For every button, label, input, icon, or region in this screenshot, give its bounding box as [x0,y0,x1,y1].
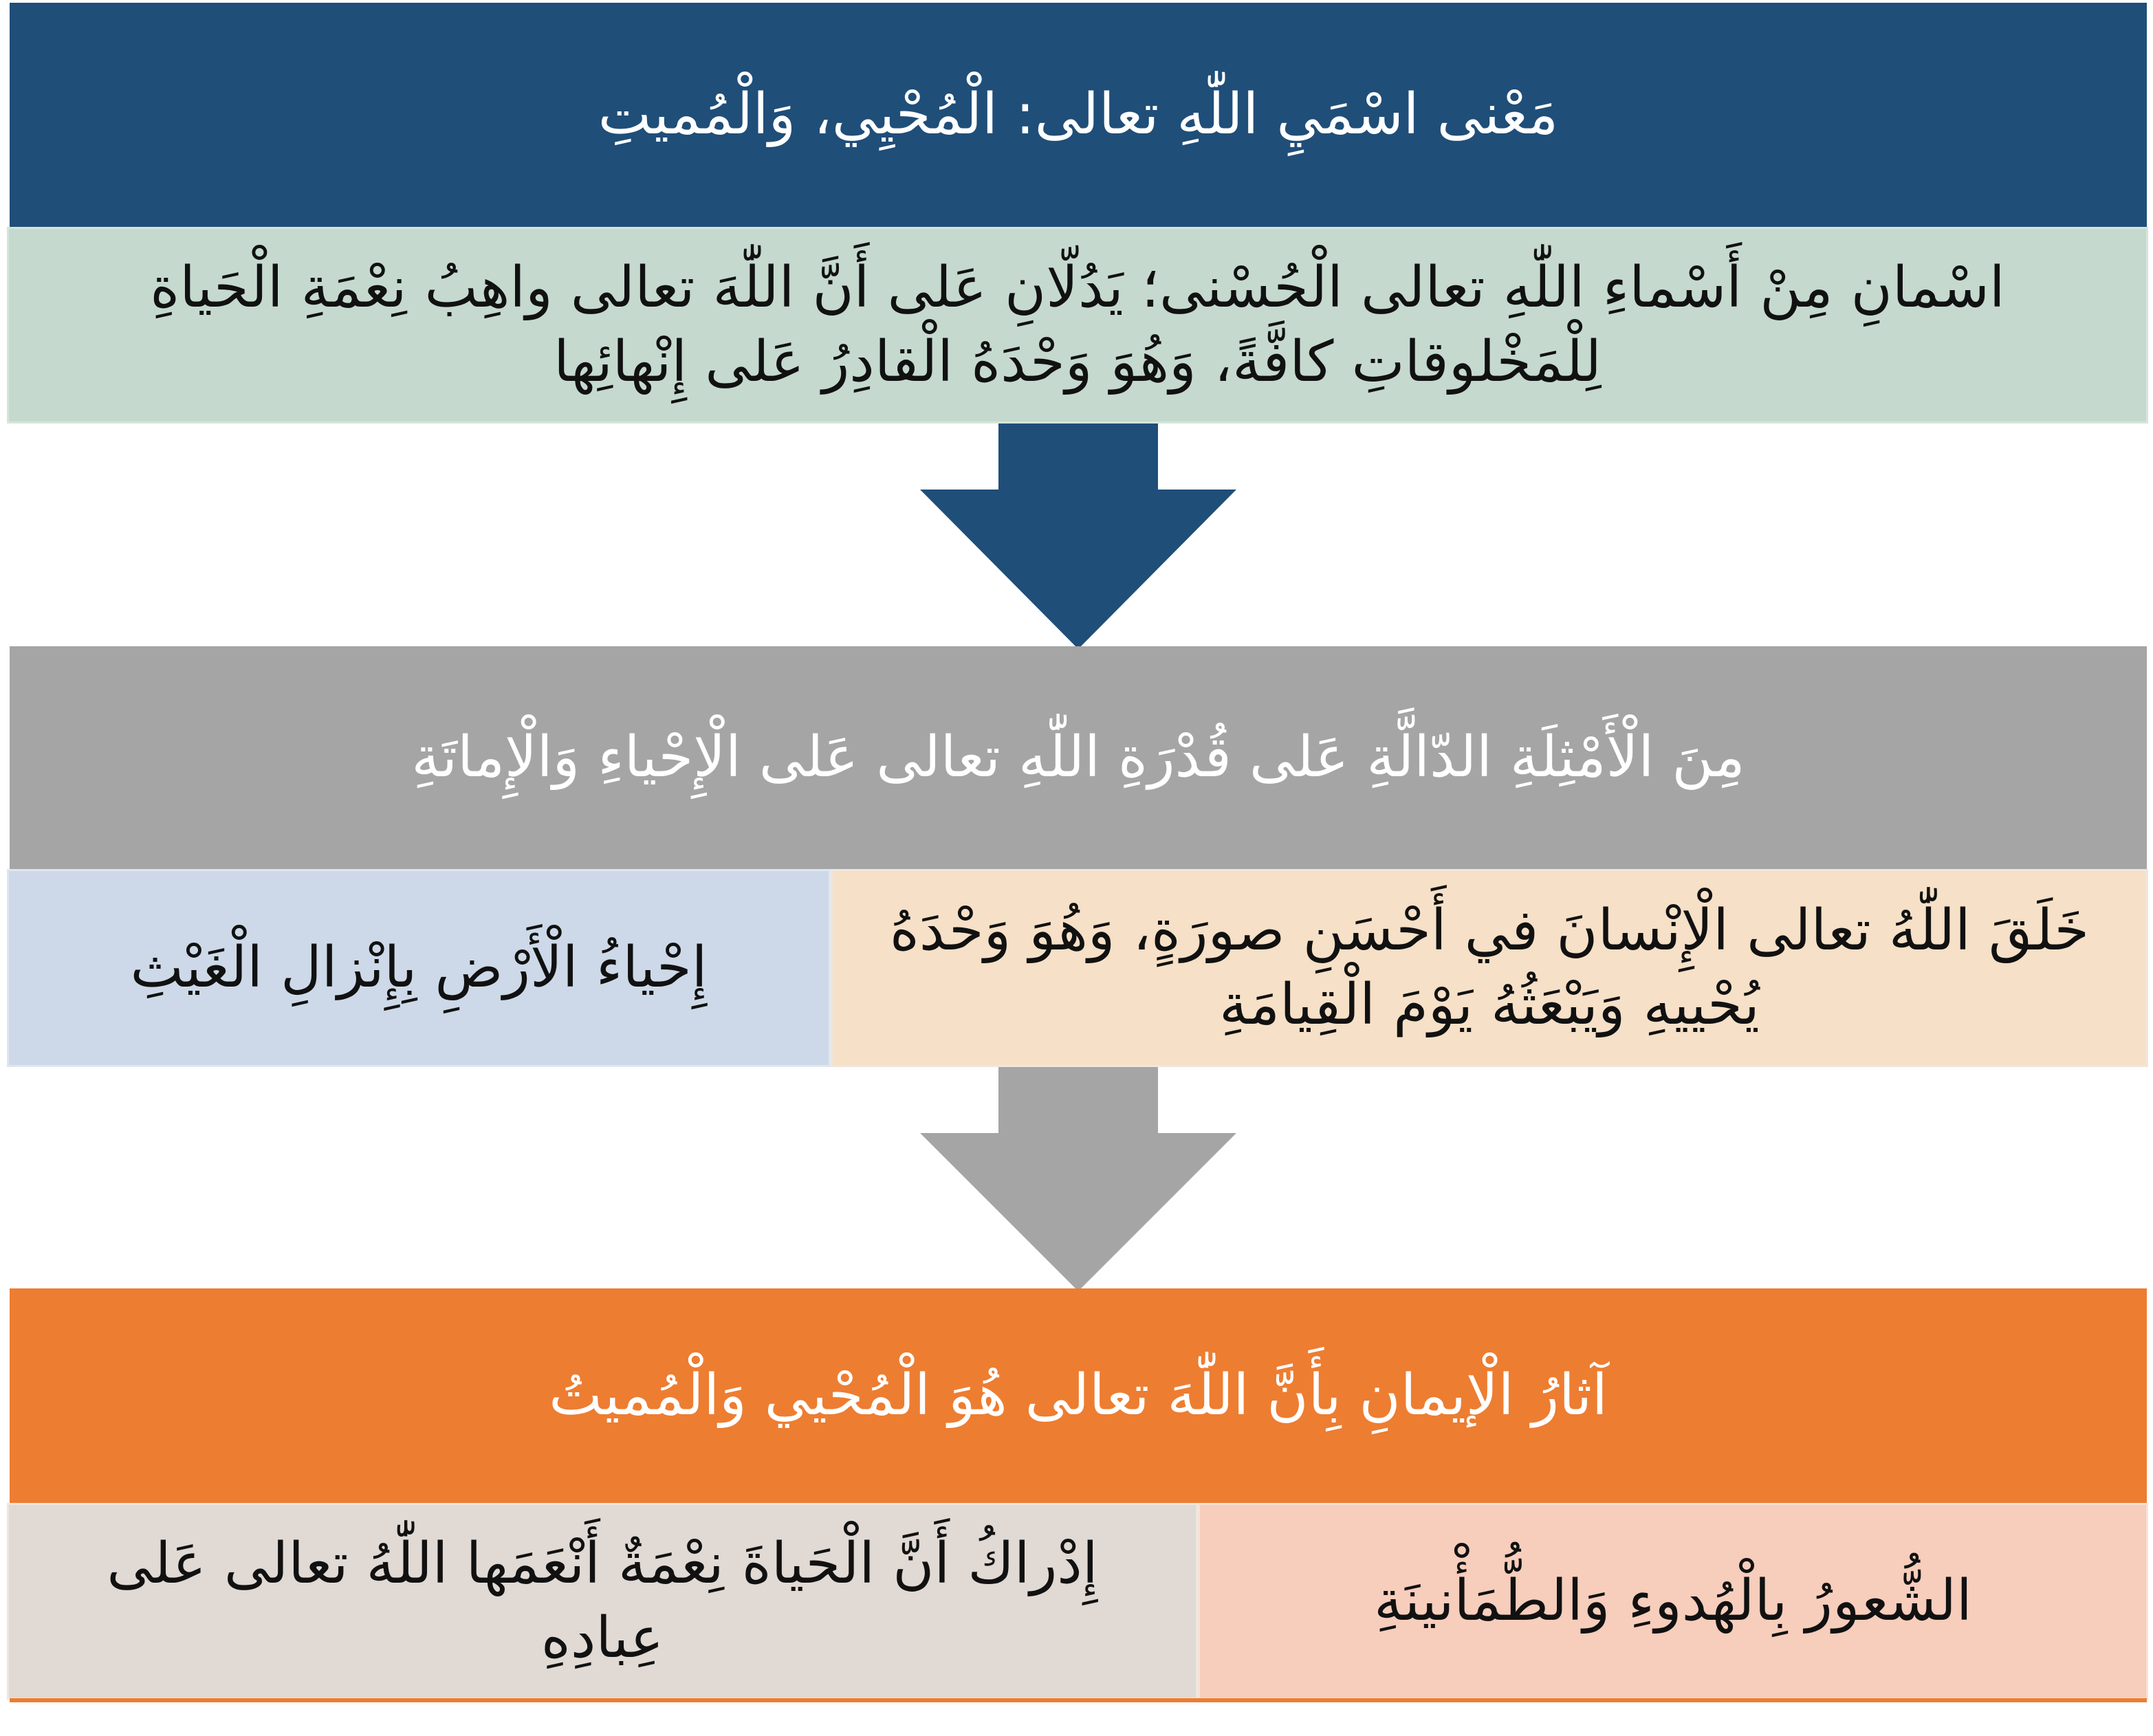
example-right-box [831,869,2148,1067]
meaning-title: مَعْنى اسْمَيِ اللّٰهِ تعالى: الْمُحْيِي، وَالْمُميتِ [598,81,1559,147]
bottom-orange-rule [10,1698,2147,1702]
down-arrow-blue-icon [920,424,1236,650]
example-left-box [7,869,831,1067]
meaning-header [10,3,2147,227]
effects-title: آثارُ الْإيمانِ بِأَنَّ اللّٰهَ تعالى هُوَ الْمُحْيي وَالْمُميتُ [549,1362,1608,1428]
examples-header [10,646,2147,869]
effect-calm-text: الشُّعورُ بِالْهُدوءِ وَالطُّمَأْنينَةِ [1374,1568,1972,1634]
meaning-description-box [7,227,2148,424]
effect-right-box [1198,1503,2148,1700]
down-arrow-gray-icon [920,1067,1236,1293]
example-creation-text: خَلَقَ اللّٰهُ تعالى الْإِنْسانَ في أَحْسَنِ صورَةٍ، وَهُوَ وَحْدَهُ يُحْييهِ وَيَبْعَثُهُ يَوْمَ الْقِيامَةِ [889,897,2090,1037]
example-earth-text: إِحْياءُ الْأَرْضِ بِإِنْزالِ الْغَيْثِ [130,934,708,1000]
examples-title: مِنَ الْأَمْثِلَةِ الدّالَّةِ عَلى قُدْرَةِ اللّٰهِ تعالى عَلى الْإِحْياءِ وَالْإِماتَةِ [411,724,1745,790]
effect-left-box [7,1503,1198,1700]
effects-header [10,1288,2147,1503]
effect-blessing-text: إِدْراكُ أَنَّ الْحَياةَ نِعْمَةٌ أَنْعَمَها اللّٰهُ تعالى عَلى عِبادِهِ [107,1530,1098,1671]
meaning-description: اسْمانِ مِنْ أَسْماءِ اللّٰهِ تعالى الْحُسْنى؛ يَدُلّانِ عَلى أَنَّ اللّٰهَ تعالى واهِبُ نِعْمَةِ الْحَياةِ لِلْمَخْلوقاتِ كافَّةً، وَهُوَ وَحْدَهُ الْقادِرُ عَلى إِنْهائِها [150,254,2005,395]
